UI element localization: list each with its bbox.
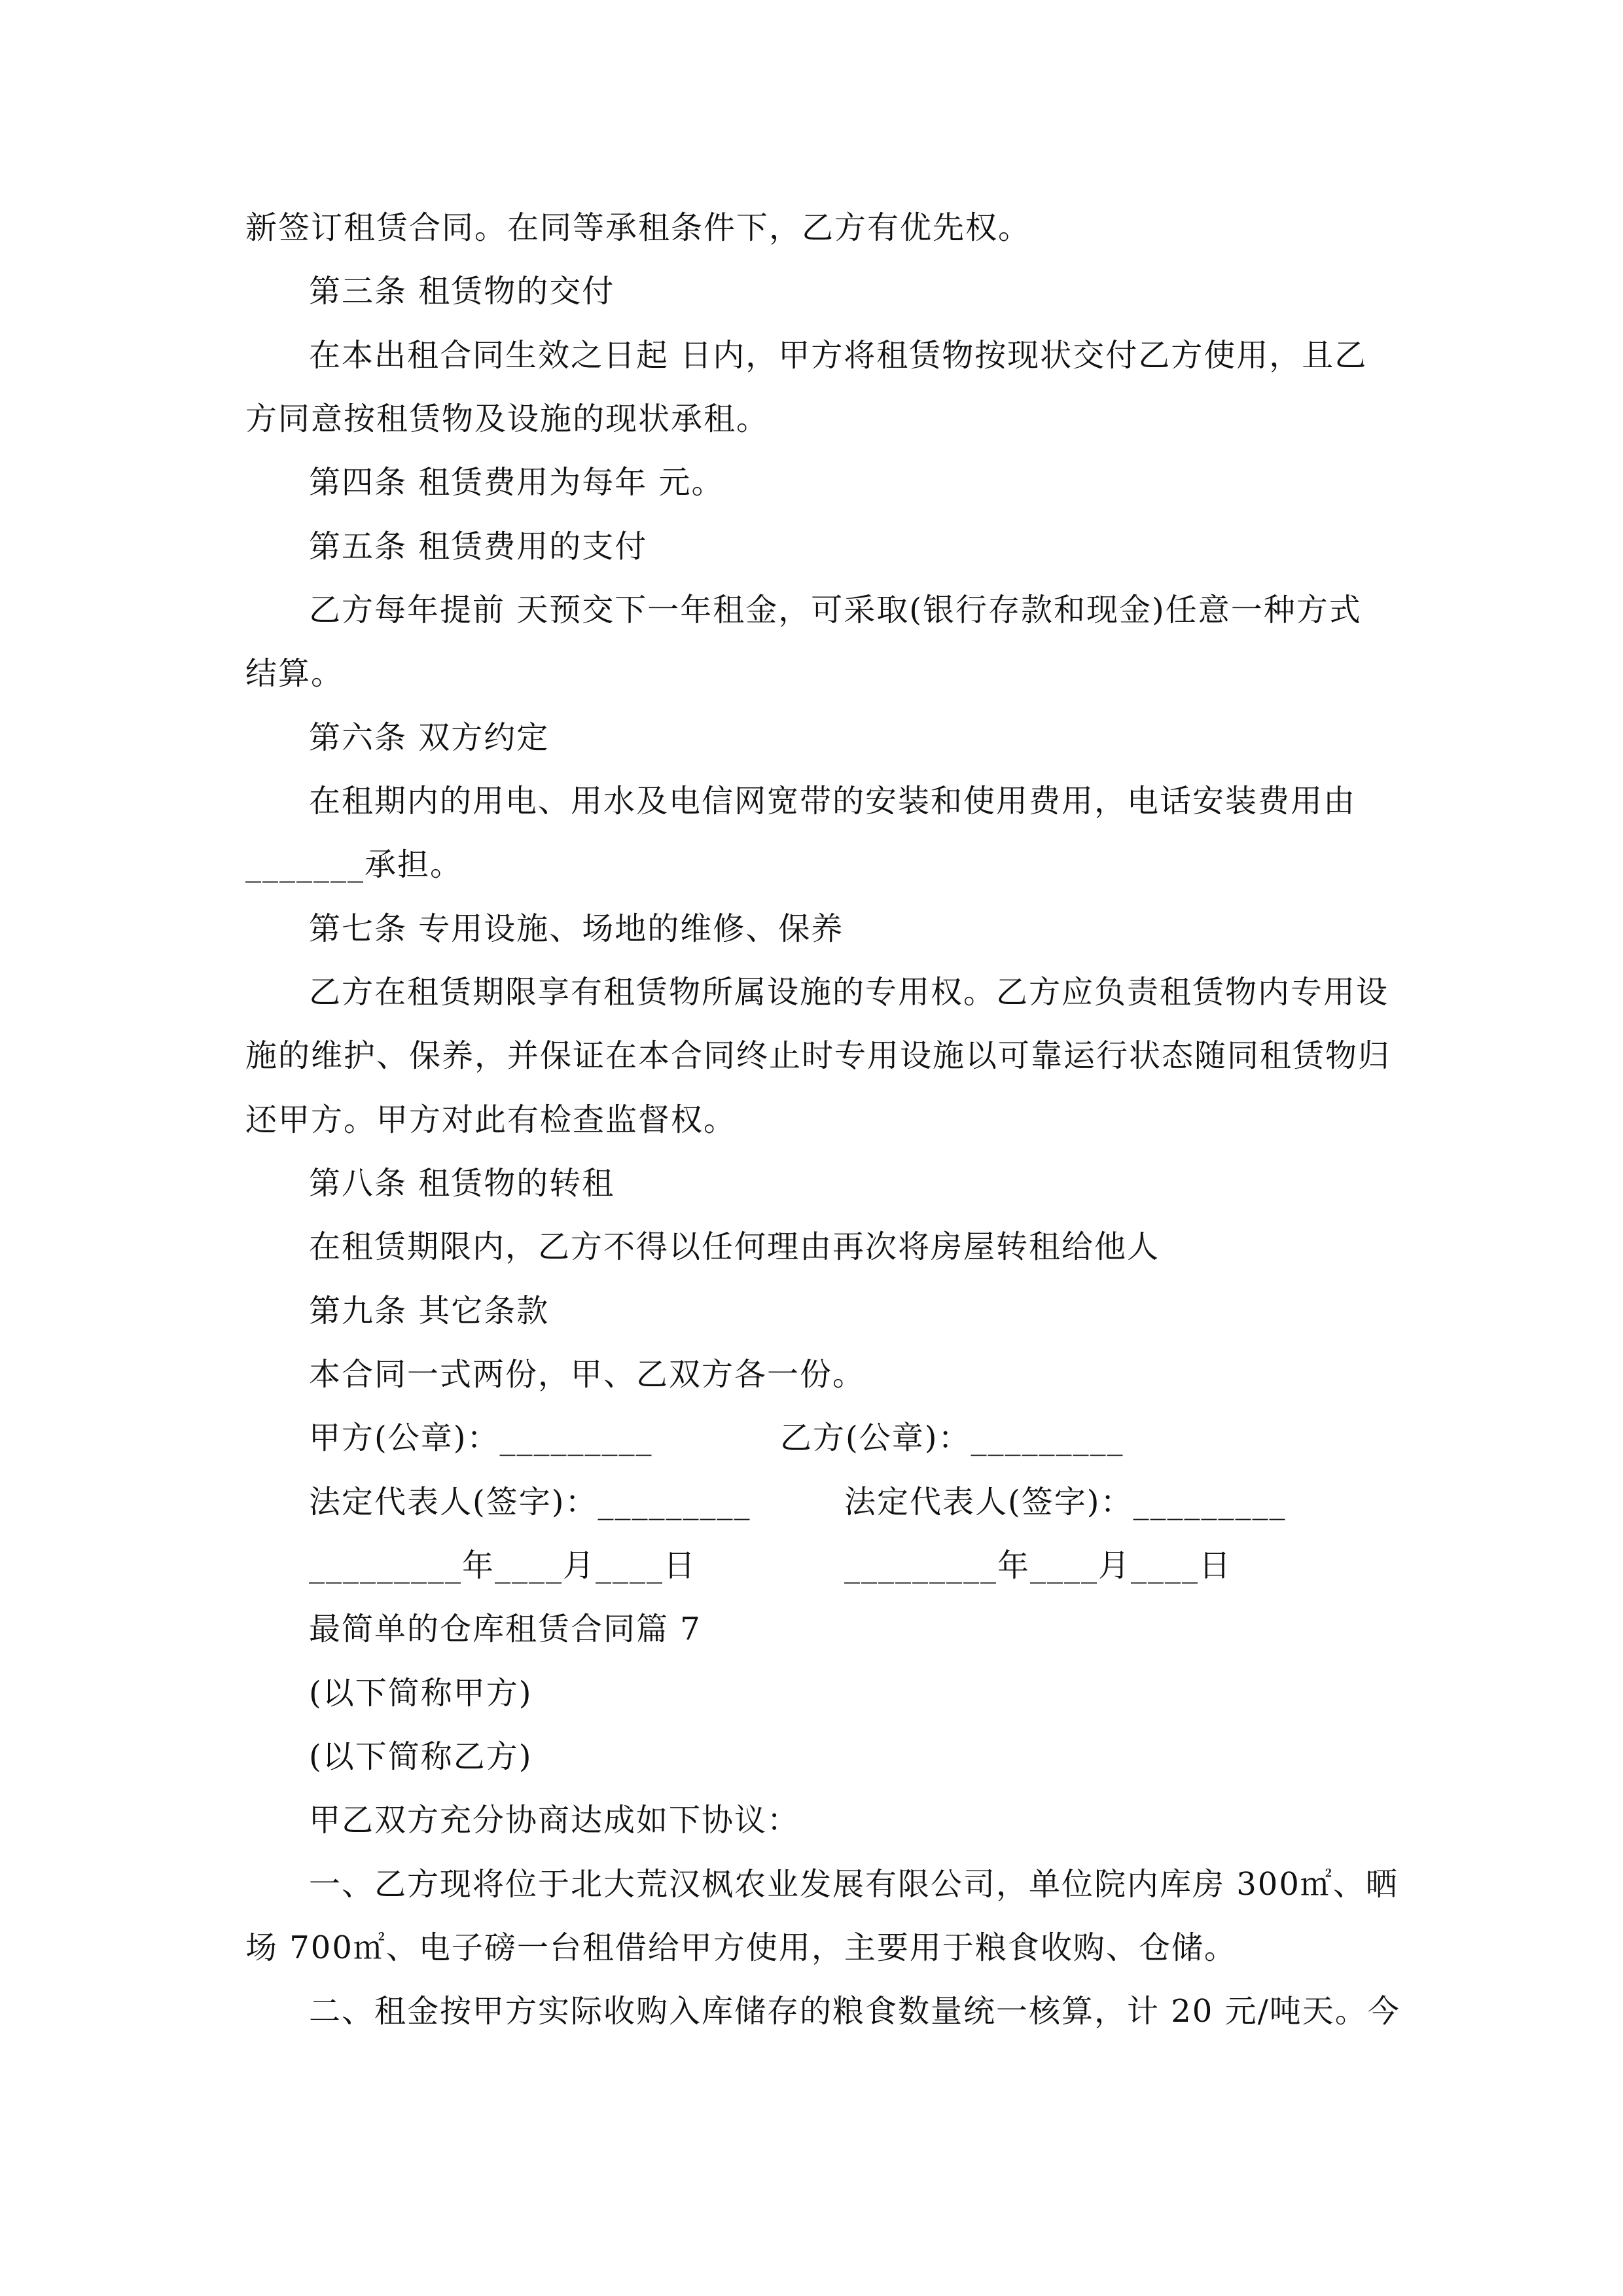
paragraph-line: 结算。: [245, 655, 344, 692]
paragraph-line: 在本出租合同生效之日起 日内，甲方将租赁物按现状交付乙方使用，且乙: [309, 337, 1368, 374]
paragraph-line: 甲乙双方充分协商达成如下协议：: [309, 1802, 800, 1839]
party-b-representative: 法定代表人(签字)：_________: [844, 1484, 1287, 1520]
article-6-heading: 第六条 双方约定: [309, 719, 550, 756]
party-b-seal: 乙方(公章)：_________: [780, 1420, 1124, 1456]
article-3-heading: 第三条 租赁物的交付: [309, 273, 615, 310]
party-b-date: _________年____月____日: [844, 1547, 1232, 1584]
party-a-note: (以下简称甲方): [309, 1675, 533, 1712]
article-7-heading: 第七条 专用设施、场地的维修、保养: [309, 910, 844, 947]
article-5-heading: 第五条 租赁费用的支付: [309, 528, 648, 565]
paragraph-line: 方同意按租赁物及设施的现状承租。: [245, 401, 770, 437]
party-a-date: _________年____月____日: [309, 1547, 697, 1584]
party-a-representative: 法定代表人(签字)：_________: [309, 1484, 751, 1520]
party-a-seal: 甲方(公章)：_________: [309, 1420, 653, 1456]
paragraph-line: 施的维护、保养，并保证在本合同终止时专用设施以可靠运行状态随同租赁物归: [245, 1037, 1391, 1074]
paragraph-line: 乙方每年提前 天预交下一年租金，可采取(银行存款和现金)任意一种方式: [309, 592, 1362, 628]
clause-1-line: 一、乙方现将位于北大荒汉枫农业发展有限公司，单位院内库房 300㎡、晒: [309, 1866, 1399, 1903]
paragraph-line: 本合同一式两份，甲、乙双方各一份。: [309, 1356, 866, 1393]
paragraph-line: 新签订租赁合同。在同等承租条件下，乙方有优先权。: [245, 209, 1031, 246]
paragraph-line: 在租期内的用电、用水及电信网宽带的安装和使用费用，电话安装费用由: [309, 783, 1357, 819]
article-4-heading: 第四条 租赁费用为每年 元。: [309, 464, 724, 501]
clause-1-line: 场 700㎡、电子磅一台租借给甲方使用，主要用于粮食收购、仓储。: [245, 1929, 1237, 1966]
paragraph-line: 还甲方。甲方对此有检查监督权。: [245, 1102, 737, 1138]
clause-2-line: 二、租金按甲方实际收购入库储存的粮食数量统一核算，计 20 元/吨天。今: [309, 1993, 1400, 2030]
article-8-heading: 第八条 租赁物的转租: [309, 1165, 615, 1202]
article-9-heading: 第九条 其它条款: [309, 1293, 550, 1329]
paragraph-line: 在租赁期限内，乙方不得以任何理由再次将房屋转租给他人: [309, 1229, 1160, 1265]
paragraph-line: 乙方在租赁期限享有租赁物所属设施的专用权。乙方应负责租赁物内专用设: [309, 974, 1389, 1011]
party-b-note: (以下简称乙方): [309, 1738, 533, 1775]
paragraph-line: _______承担。: [245, 846, 463, 883]
section-title: 最简单的仓库租赁合同篇 7: [309, 1611, 702, 1647]
